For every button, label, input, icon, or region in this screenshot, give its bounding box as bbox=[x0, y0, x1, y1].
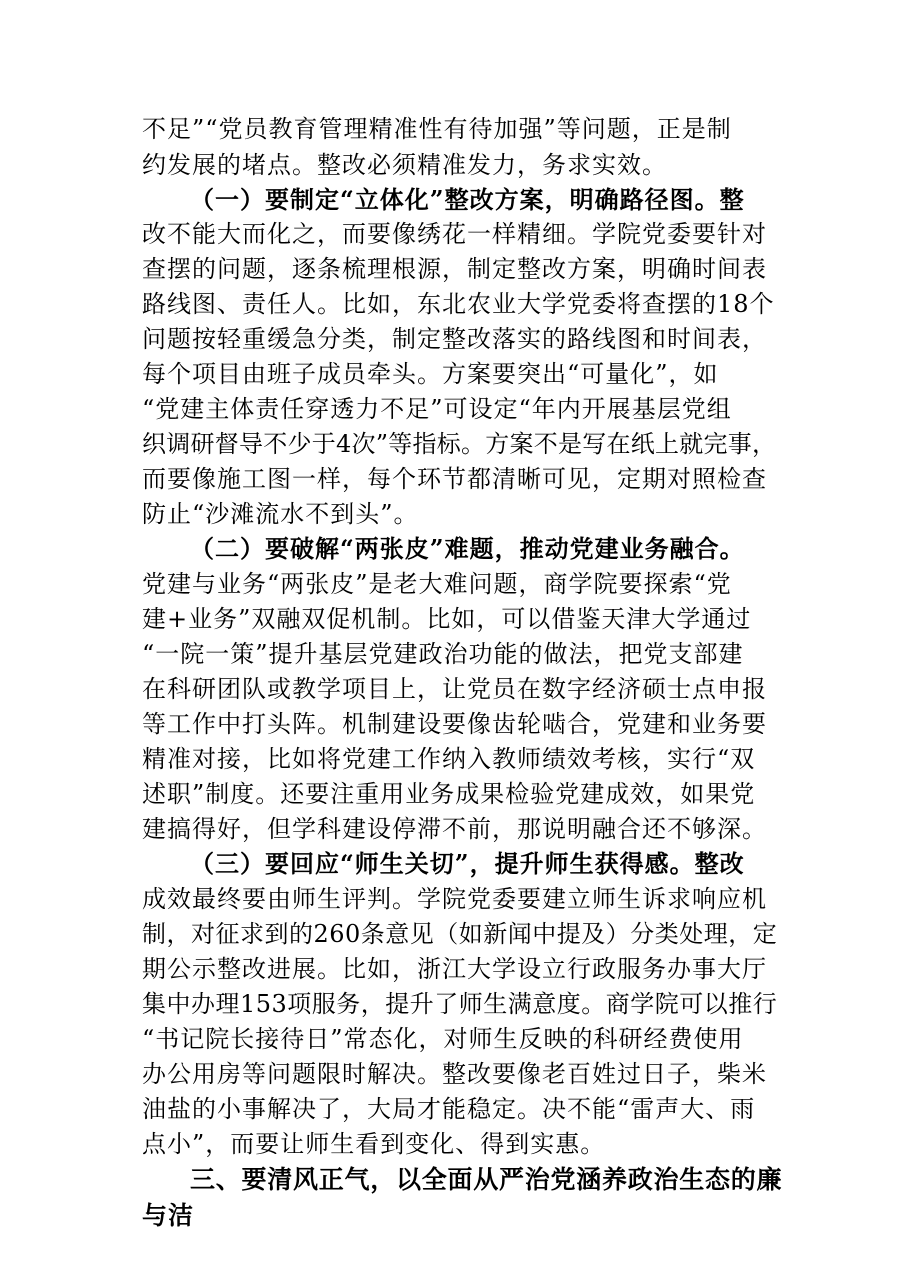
text-line: 集中办理153项服务，提升了师生满意度。商学院可以推行 bbox=[142, 990, 778, 1018]
text-line: 等工作中打头阵。机制建设要像齿轮啮合，党建和业务要 bbox=[142, 710, 767, 738]
text-line: 织调研督导不少于4次”等指标。方案不是写在纸上就完事， bbox=[142, 430, 777, 458]
text-line: 精准对接，比如将党建工作纳入教师绩效考核，实行“双 bbox=[142, 745, 756, 773]
text-line: 改不能大而化之，而要像绣花一样精细。学院党委要针对 bbox=[142, 220, 767, 248]
chapter-heading-continued: 与洁 bbox=[142, 1201, 195, 1230]
text-line: 防止“沙滩流水不到头”。 bbox=[142, 500, 419, 528]
text-line: 建+业务”双融双促机制。比如，可以借鉴天津大学通过 bbox=[142, 605, 752, 633]
text-line: 查摆的问题，逐条梳理根源，制定整改方案，明确时间表 bbox=[142, 255, 767, 283]
text-line: 述职”制度。还要注重用业务成果检验党建成效，如果党 bbox=[142, 780, 756, 808]
text-line: 在科研团队或教学项目上，让党员在数字经济硕士点申报 bbox=[142, 675, 767, 703]
text-line: 油盐的小事解决了，大局才能稳定。决不能“雷声大、雨 bbox=[142, 1095, 756, 1123]
text-line: 问题按轻重缓急分类，制定整改落实的路线图和时间表， bbox=[142, 325, 767, 353]
text-line: 点小”，而要让师生看到变化、得到实惠。 bbox=[142, 1130, 606, 1158]
text-line: 约发展的堵点。整改必须精准发力，务求实效。 bbox=[142, 151, 667, 179]
text-line: 路线图、责任人。比如，东北农业大学党委将查摆的18个 bbox=[142, 290, 775, 318]
section-heading-1: （一）要制定“立体化”整改方案，明确路径图。整 bbox=[190, 185, 745, 214]
text-line: 成效最终要由师生评判。学院党委要建立师生诉求响应机 bbox=[142, 885, 767, 913]
text-line: 办公用房等问题限时解决。整改要像老百姓过日子，柴米 bbox=[142, 1060, 767, 1088]
text-line: “一院一策”提升基层党建政治功能的做法，把党支部建 bbox=[142, 640, 744, 668]
chapter-heading: 三、要清风正气，以全面从严治党涵养政治生态的廉 bbox=[190, 1165, 783, 1194]
section-heading-2: （二）要破解“两张皮”难题，推动党建业务融合。 bbox=[190, 534, 745, 563]
text-line: 每个项目由班子成员牵头。方案要突出“可量化”，如 bbox=[142, 360, 719, 388]
text-line: 不足”“党员教育管理精准性有待加强”等问题，正是制 bbox=[142, 115, 732, 143]
text-line: 而要像施工图一样，每个环节都清晰可见，定期对照检查 bbox=[142, 465, 767, 493]
text-line: 党建与业务“两张皮”是老大难问题，商学院要探索“党 bbox=[142, 570, 732, 598]
text-line: “书记院长接待日”常态化，对师生反映的科研经费使用 bbox=[142, 1025, 744, 1053]
text-line: “党建主体责任穿透力不足”可设定“年内开展基层党组 bbox=[142, 395, 732, 423]
section-heading-3: （三）要回应“师生关切”，提升师生获得感。整改 bbox=[190, 849, 745, 878]
text-line: 期公示整改进展。比如，浙江大学设立行政服务办事大厅 bbox=[142, 955, 767, 983]
text-line: 建搞得好，但学科建设停滞不前，那说明融合还不够深。 bbox=[142, 815, 767, 843]
text-line: 制，对征求到的260条意见（如新闻中提及）分类处理，定 bbox=[142, 920, 778, 948]
